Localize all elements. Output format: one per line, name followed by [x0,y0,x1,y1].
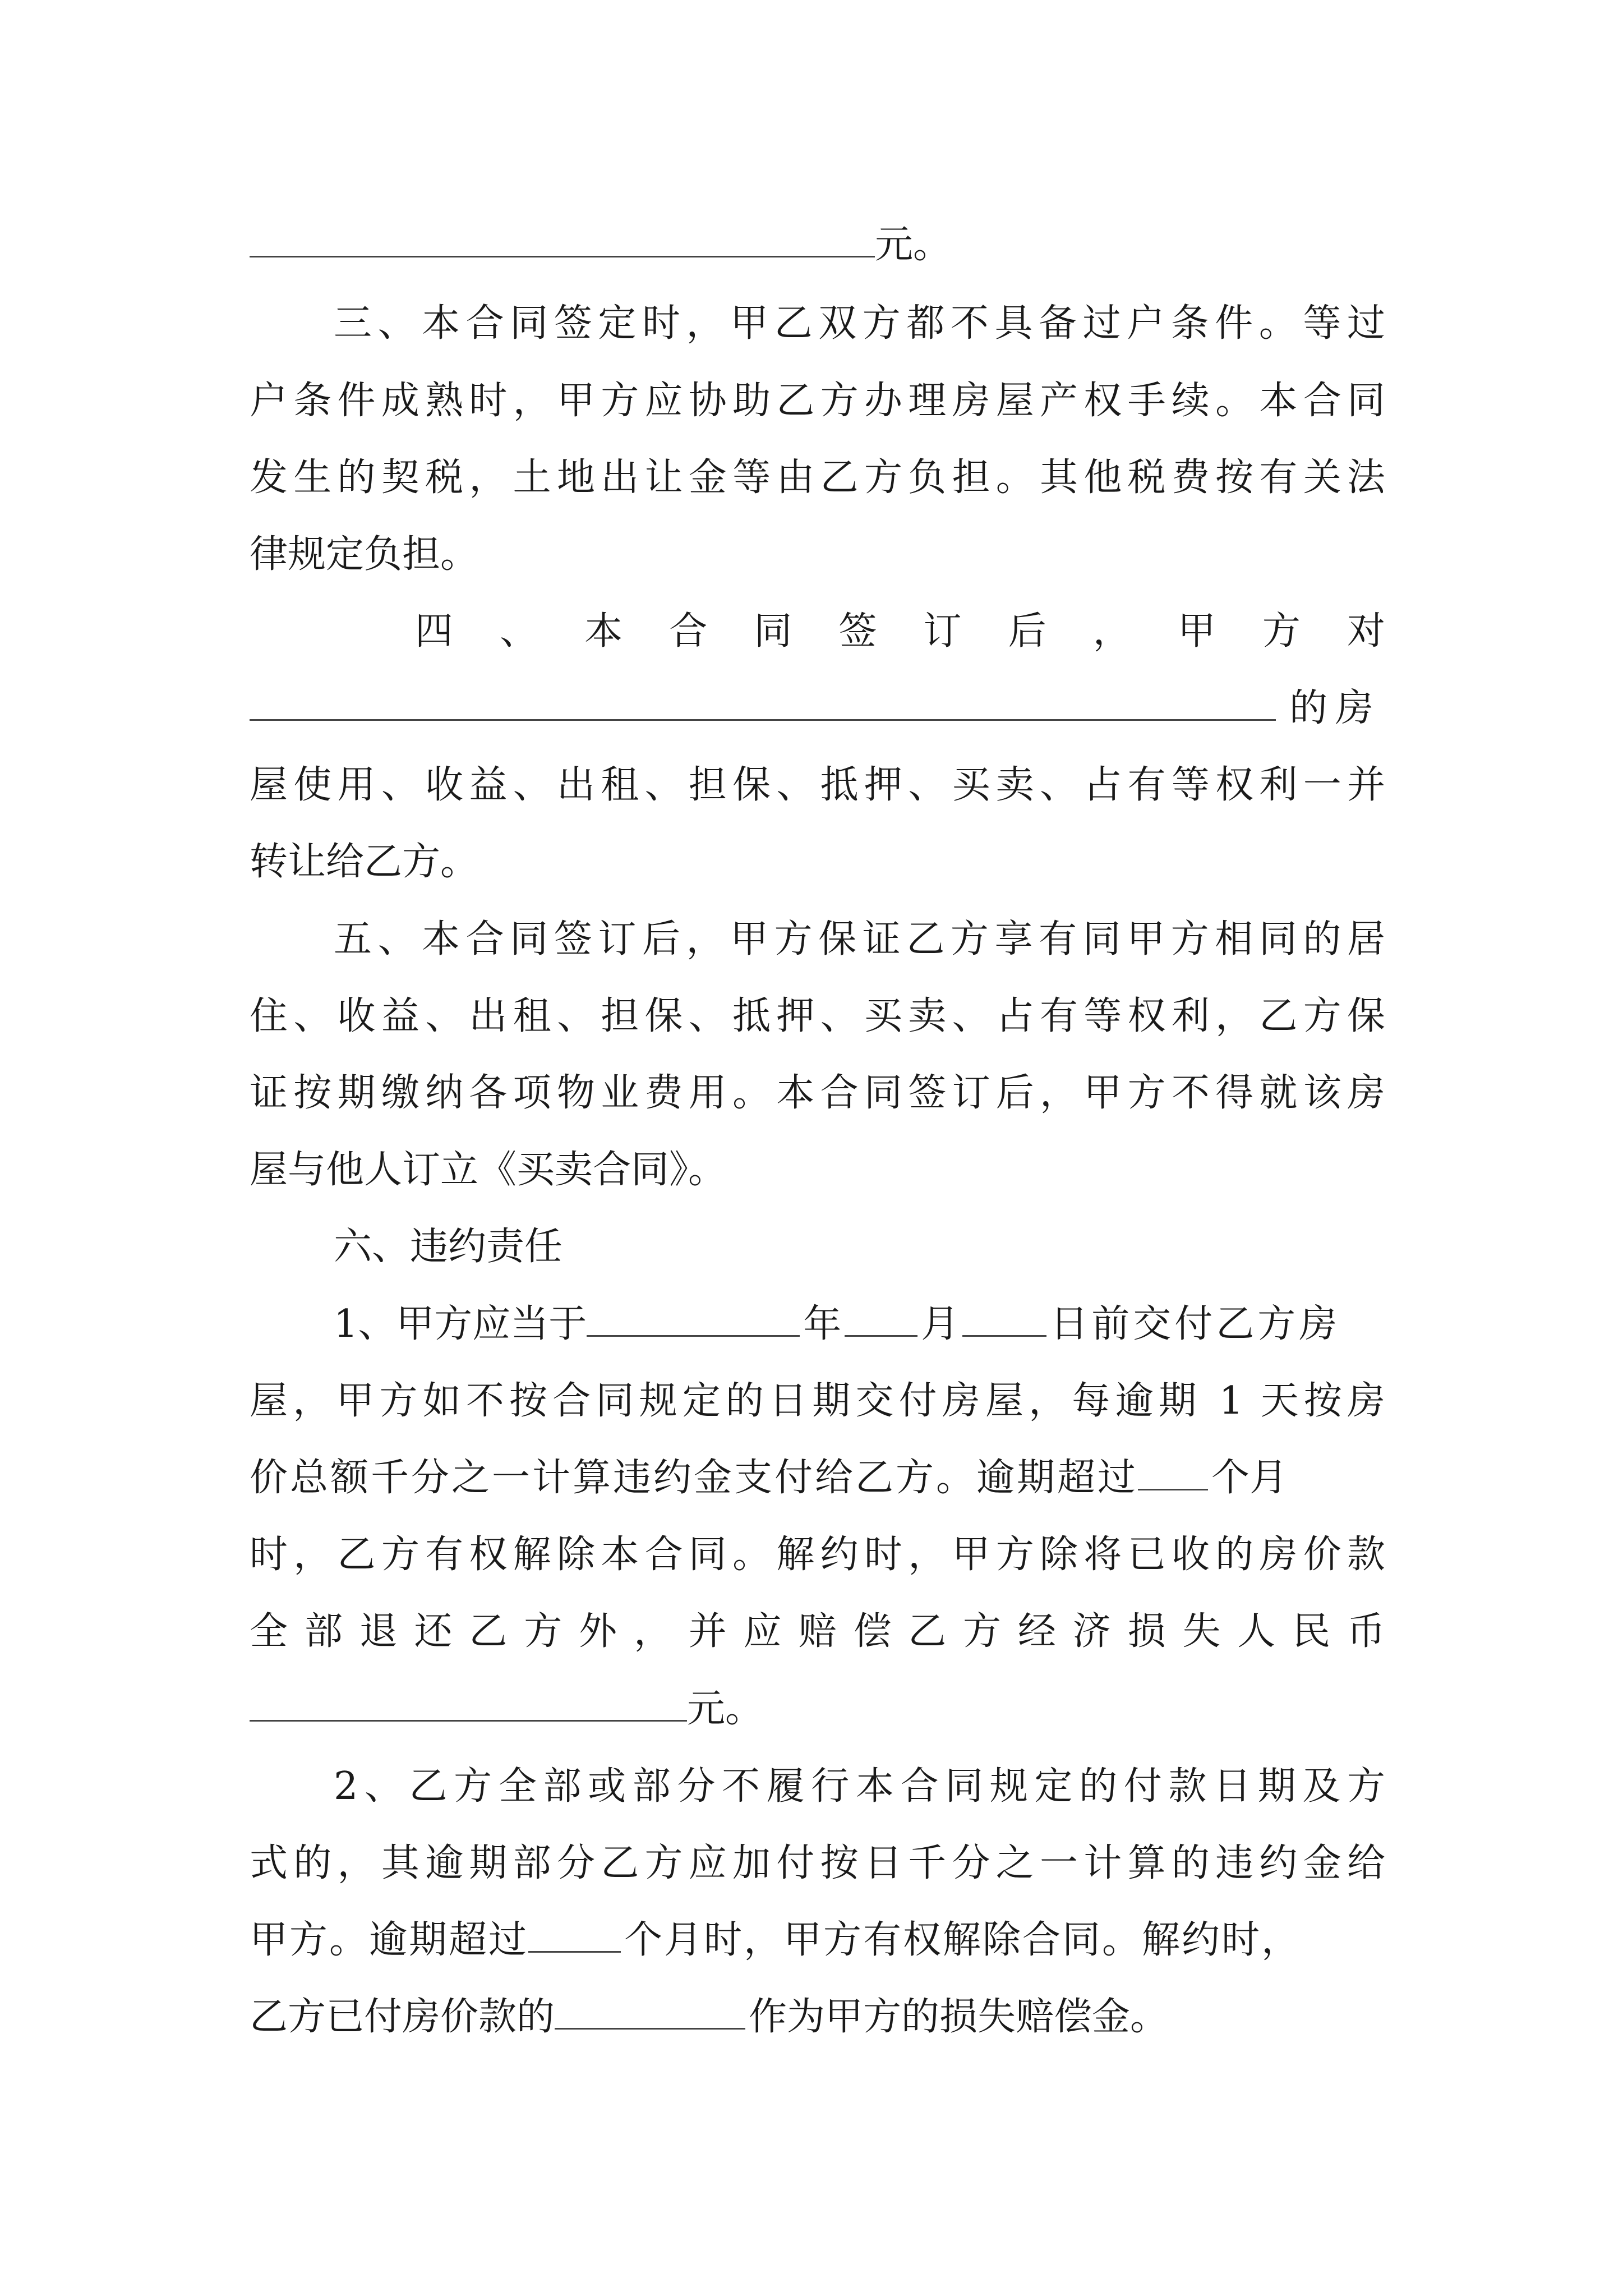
clause-5-line: 住、收益、出租、担保、抵押、买卖、占有等权利，乙方保 [250,994,1385,1038]
fill-in-blank [528,1912,621,1953]
clause-4-line: 的房 [250,678,1385,739]
fill-in-blank [250,1681,687,1722]
text-line [250,214,1385,276]
clause-6-1-line: 元。 [250,1678,1385,1740]
clause-6-1-line: 价总额千分之一计算违约金支付给乙方。逾期超过 个月 [250,1447,1385,1509]
fill-in-blank [250,680,1276,721]
clause-5-line: 五、本合同签订后，甲方保证乙方享有同甲方相同的居 [334,917,1385,961]
clause-4-line: 转让给乙方。 [250,840,479,884]
clause-6-2-line: 式的，其逾期部分乙方应加付按日千分之一计算的违约金给 [250,1841,1385,1885]
clause-3-line: 户条件成熟时，甲方应协助乙方办理房屋产权手续。本合同 [250,379,1385,423]
clause-6-2-line: 甲方。逾期超过 个月时，甲方有权解除合同。解约时， [250,1910,1385,1971]
fill-in-blank [250,217,875,257]
clause-5-line: 屋与他人订立《买卖合同》。 [250,1148,727,1192]
line-text: 元。 [875,223,952,267]
clause-6-2-line: 乙方已付房价款的 作为甲方的损失赔偿金。 [250,1986,1385,2048]
clause-3-line: 三、本合同签定时，甲乙双方都不具备过户条件。等过 [334,301,1385,346]
clause-3-line: 发生的契税，土地出让金等由乙方负担。其他税费按有关法 [250,455,1385,500]
fill-in-blank [845,1296,917,1337]
clause-6-1-line: 时，乙方有权解除本合同。解约时，甲方除将已收的房价款 [250,1533,1385,1577]
clause-4-line: 四、本合同签订后，甲方对 [415,609,1385,654]
fill-in-blank [555,1989,745,2030]
clause-6-1-line: 屋，甲方如不按合同规定的日期交付房屋，每逾期 1 天按房 [250,1379,1385,1423]
fill-in-blank [1138,1450,1208,1490]
clause-3-line: 律规定负担。 [250,532,479,577]
fill-in-blank [587,1296,800,1337]
clause-6-1-line: 全部退还乙方外，并应赔偿乙方经济损失人民币 [250,1609,1385,1654]
clause-6-2-line: 2、乙方全部或部分不履行本合同规定的付款日期及方 [334,1764,1385,1809]
clause-6-1-line: 1、甲方应当于 年 月 日前交付乙方房 [334,1294,1385,1355]
section-heading: 六、违约责任 [334,1225,563,1269]
fill-in-blank [962,1296,1046,1337]
clause-5-line: 证按期缴纳各项物业费用。本合同签订后，甲方不得就该房 [250,1071,1385,1115]
clause-4-line: 屋使用、收益、出租、担保、抵押、买卖、占有等权利一并 [250,763,1385,807]
